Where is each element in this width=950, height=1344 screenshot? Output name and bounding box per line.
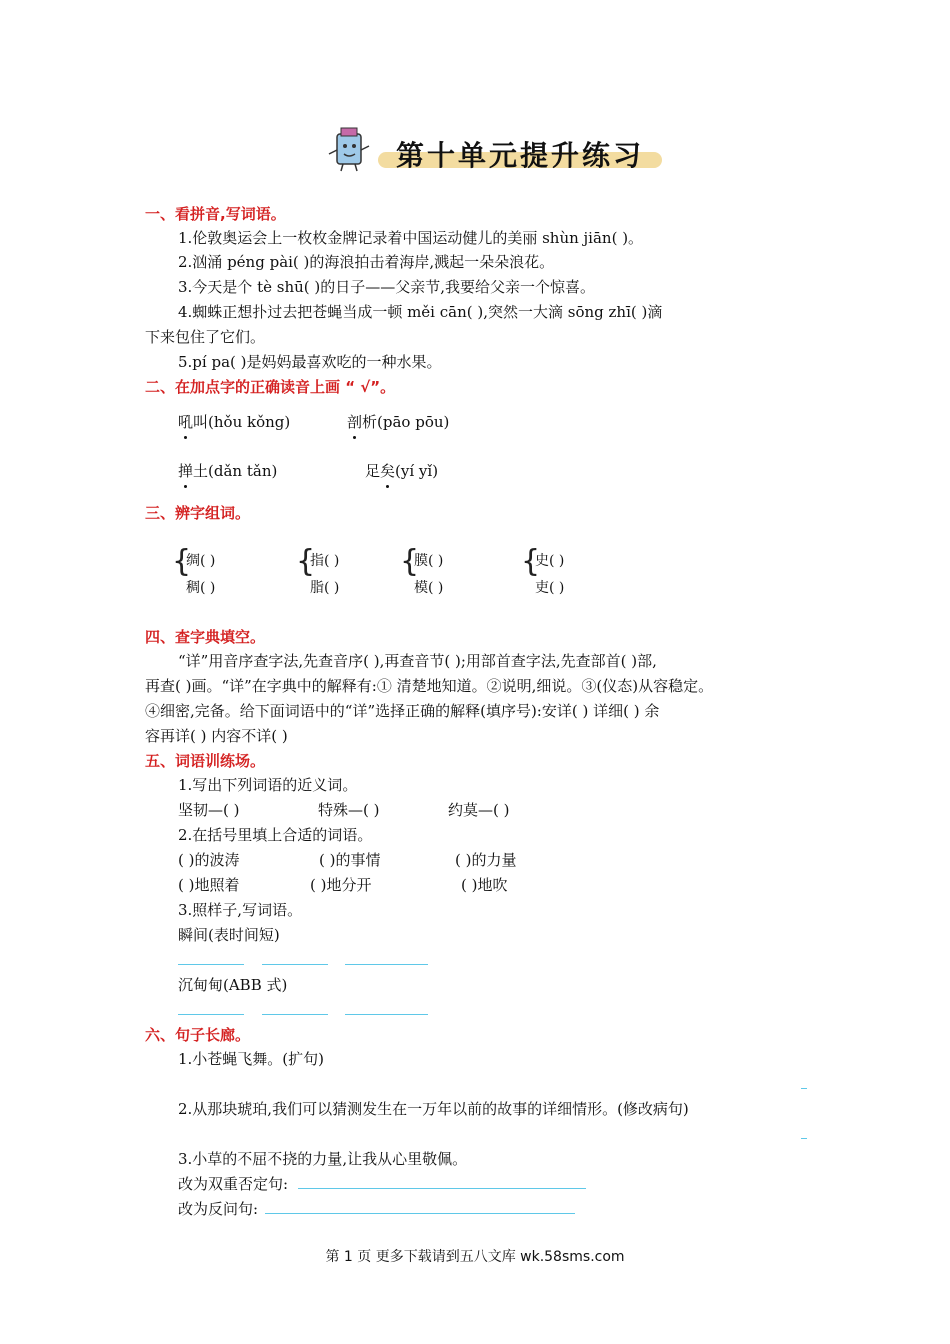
- s6-q3-double-negative-label: 改为双重否定句:: [178, 1175, 289, 1193]
- s2-item-3: 掸土(dǎn tǎn): [178, 462, 278, 480]
- s5-q2-r1-1: ( )的波涛: [178, 851, 240, 869]
- section-2-heading: 二、在加点字的正确读音上画 “ √”。: [145, 378, 396, 396]
- title-banner: [378, 140, 662, 170]
- s6-q2: 2.从那块琥珀,我们可以猜测发生在一万年以前的故事的详细情形。(修改病句): [178, 1100, 689, 1118]
- s1-item-4: 4.蜘蛛正想扑过去把苍蝇当成一顿 měi cān( ),突然一大滴 sōng zhī( )滴: [178, 303, 663, 321]
- s5-example-2: 沉甸甸(ABB 式): [178, 976, 288, 994]
- page-title: 第十单元提升练习: [396, 139, 645, 172]
- brace-icon: {: [400, 544, 420, 579]
- section-3-heading: 三、辨字组词。: [145, 504, 251, 522]
- s3-group-1-top: 绸( ): [186, 553, 216, 569]
- s5-q2-r2-2: ( )地分开: [310, 876, 372, 894]
- s2-item-2: 剖析(pāo pōu): [347, 413, 450, 431]
- dotted-char: 剖: [347, 413, 363, 431]
- s3-group-4-bottom: 吏( ): [535, 580, 565, 596]
- s3-group-3-top: 膜( ): [414, 553, 444, 569]
- s4-line-2: 再查( )画。“详”在字典中的解释有:① 清楚地知道。②说明,细说。③(仪态)从容稳定。: [145, 677, 714, 695]
- title-mascot-icon: [323, 124, 373, 174]
- section-6-heading: 六、句子长廊。: [145, 1026, 251, 1044]
- s3-group-1-bottom: 稠( ): [186, 580, 216, 596]
- answer-blank[interactable]: [345, 1014, 428, 1015]
- section-5-heading: 五、词语训练场。: [145, 752, 266, 770]
- s5-q1-item-2: 特殊—( ): [318, 801, 380, 819]
- s5-q2-r2-3: ( )地吹: [461, 876, 508, 894]
- s1-item-4-cont: 下来包住了它们。: [145, 328, 266, 346]
- brace-icon: {: [172, 544, 192, 579]
- s1-item-3: 3.今天是个 tè shū( )的日子——父亲节,我要给父亲一个惊喜。: [178, 278, 596, 296]
- s3-group-3-bottom: 模( ): [414, 580, 444, 596]
- s1-item-2: 2.汹涌 péng pài( )的海浪拍击着海岸,溅起一朵朵浪花。: [178, 253, 555, 271]
- s6-q3: 3.小草的不屈不挠的力量,让我从心里敬佩。: [178, 1150, 468, 1168]
- s5-q1-item-1: 坚韧—( ): [178, 801, 240, 819]
- s5-q2-r2-1: ( )地照着: [178, 876, 240, 894]
- answer-blank[interactable]: [345, 964, 428, 965]
- brace-icon: {: [296, 544, 316, 579]
- brace-icon: {: [521, 544, 541, 579]
- s4-line-3: ④细密,完备。给下面词语中的“详”选择正确的解释(填序号):安详( ) 详细( ) 余: [145, 702, 660, 720]
- dotted-char: 掸: [178, 462, 194, 480]
- s5-q1: 1.写出下列词语的近义词。: [178, 776, 358, 794]
- s2-item-1: 吼叫(hǒu kǒng): [178, 413, 291, 431]
- s5-example-1: 瞬间(表时间短): [178, 926, 280, 944]
- section-1-heading: 一、看拼音,写词语。: [145, 205, 286, 223]
- s2-item-4: 足矣(yí yǐ): [365, 462, 439, 480]
- s4-line-4: 容再详( ) 内容不详( ): [145, 727, 288, 745]
- s5-q2: 2.在括号里填上合适的词语。: [178, 826, 373, 844]
- rhetorical-answer-line[interactable]: [265, 1213, 575, 1214]
- s6-q1: 1.小苍蝇飞舞。(扩句): [178, 1050, 325, 1068]
- s5-q3: 3.照样子,写词语。: [178, 901, 303, 919]
- s5-q1-item-3: 约莫—( ): [448, 801, 510, 819]
- answer-blank[interactable]: [178, 964, 244, 965]
- s1-item-1: 1.伦敦奥运会上一枚枚金牌记录着中国运动健儿的美丽 shùn jiān( )。: [178, 229, 644, 247]
- s6-q3-rhetorical-label: 改为反问句:: [178, 1200, 259, 1218]
- answer-blank[interactable]: [262, 1014, 328, 1015]
- dotted-char: 吼: [178, 413, 194, 431]
- s3-group-2-top: 指( ): [310, 553, 340, 569]
- s4-line-1: “详”用音序查字法,先查音序( ),再查音节( );用部首查字法,先查部首( )部,: [178, 652, 657, 670]
- dotted-char: 矣: [380, 462, 396, 480]
- answer-blank[interactable]: [801, 1138, 807, 1139]
- s5-q2-r1-2: ( )的事情: [319, 851, 381, 869]
- double-negative-answer-line[interactable]: [298, 1188, 586, 1189]
- s3-group-2-bottom: 脂( ): [310, 580, 340, 596]
- page-footer: 第 1 页 更多下载请到五八文库 wk.58sms.com: [325, 1249, 625, 1265]
- section-4-heading: 四、查字典填空。: [145, 628, 266, 646]
- answer-blank[interactable]: [178, 1014, 244, 1015]
- s3-group-4-top: 史( ): [535, 553, 565, 569]
- s5-q2-r1-3: ( )的力量: [455, 851, 517, 869]
- answer-blank[interactable]: [262, 964, 328, 965]
- s1-item-5: 5.pí pa( )是妈妈最喜欢吃的一种水果。: [178, 353, 442, 371]
- answer-blank[interactable]: [801, 1088, 807, 1089]
